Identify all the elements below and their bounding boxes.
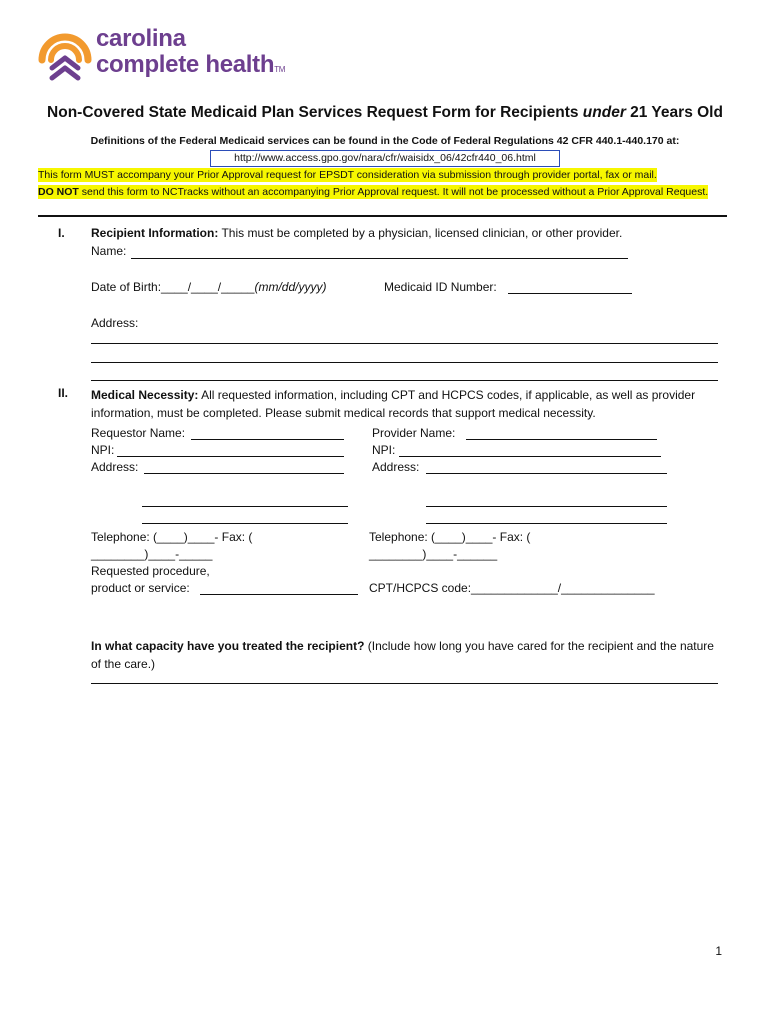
recipient-address-line-2[interactable]: [91, 362, 718, 363]
logo-arc-icon: [36, 26, 94, 84]
section-2-heading: Medical Necessity: All requested information, including CPT and HCPCS codes, if applicable, as well as provider information, must be completed. Please submit medical records that support medical necessity.: [91, 388, 696, 420]
provider-telephone-field[interactable]: Telephone: (____)____- Fax: (: [369, 530, 531, 544]
requestor-address-label: Address:: [91, 460, 139, 474]
provider-address-label: Address:: [372, 460, 420, 474]
requestor-name-label: Requestor Name:: [91, 426, 186, 440]
provider-address-field-1[interactable]: [426, 473, 667, 474]
section-1-heading: Recipient Information: This must be completed by a physician, licensed clinician, or other provider.: [91, 226, 623, 240]
logo-wordmark: carolina complete healthTM: [96, 25, 286, 78]
page-number: 1: [715, 944, 722, 958]
recipient-address-line-1[interactable]: [91, 343, 718, 344]
definitions-text: Definitions of the Federal Medicaid services can be found in the Code of Federal Regulations 42 CFR 440.1-440.170 at:: [90, 135, 680, 147]
medicaid-id-label: Medicaid ID Number:: [384, 280, 497, 294]
capacity-answer-field[interactable]: [91, 683, 718, 684]
requestor-telephone-field[interactable]: Telephone: (____)____- Fax: (: [91, 530, 253, 544]
provider-name-field[interactable]: [466, 439, 657, 440]
requestor-fax-field[interactable]: ________)____-_____: [91, 547, 213, 561]
provider-address-field-3[interactable]: [426, 523, 667, 524]
recipient-name-field[interactable]: [131, 258, 628, 259]
requested-procedure-field[interactable]: [200, 594, 358, 595]
section-2-numeral: II.: [58, 386, 69, 400]
medicaid-id-field[interactable]: [508, 293, 632, 294]
provider-address-field-2[interactable]: [426, 506, 667, 507]
requestor-address-field-3[interactable]: [142, 523, 348, 524]
recipient-address-line-3[interactable]: [91, 380, 718, 381]
recipient-address-label: Address:: [91, 316, 139, 330]
requestor-npi-label: NPI:: [91, 443, 115, 457]
provider-npi-field[interactable]: [399, 456, 661, 457]
provider-npi-label: NPI:: [372, 443, 396, 457]
cfr-link[interactable]: http://www.access.gpo.gov/nara/cfr/waisidx_06/42cfr440_06.html: [210, 150, 560, 167]
requested-procedure-label: Requested procedure,: [91, 564, 210, 578]
requestor-address-field-2[interactable]: [142, 506, 348, 507]
carolina-complete-health-logo: [36, 24, 298, 88]
provider-name-label: Provider Name:: [372, 426, 456, 440]
requestor-name-field[interactable]: [191, 439, 344, 440]
section-1-numeral: I.: [58, 226, 65, 240]
notice-highlight: This form MUST accompany your Prior Approval request for EPSDT consideration via submission through provider portal, fax or mail. DO NOT send this form to NCTracks without an accompanying Prior Approval request. It will not be processed without a Prior Approval Request.: [38, 169, 709, 198]
capacity-question: In what capacity have you treated the recipient? (Include how long you have cared for the recipient and the nature of the care.): [91, 639, 714, 671]
requestor-npi-field[interactable]: [117, 456, 344, 457]
requestor-address-field-1[interactable]: [144, 473, 344, 474]
dob-field[interactable]: Date of Birth:____/____/_____(mm/dd/yyyy): [91, 280, 327, 294]
recipient-name-label: Name:: [91, 244, 127, 258]
section-divider: [38, 215, 727, 217]
requested-procedure-label-2: product or service:: [91, 581, 190, 595]
page-title: Non-Covered State Medicaid Plan Services Request Form for Recipients under 21 Years Old: [47, 104, 723, 121]
cpt-hcpcs-code-field[interactable]: CPT/HCPCS code:_____________/______________: [369, 581, 655, 595]
provider-fax-field[interactable]: ________)____-______: [369, 547, 498, 561]
